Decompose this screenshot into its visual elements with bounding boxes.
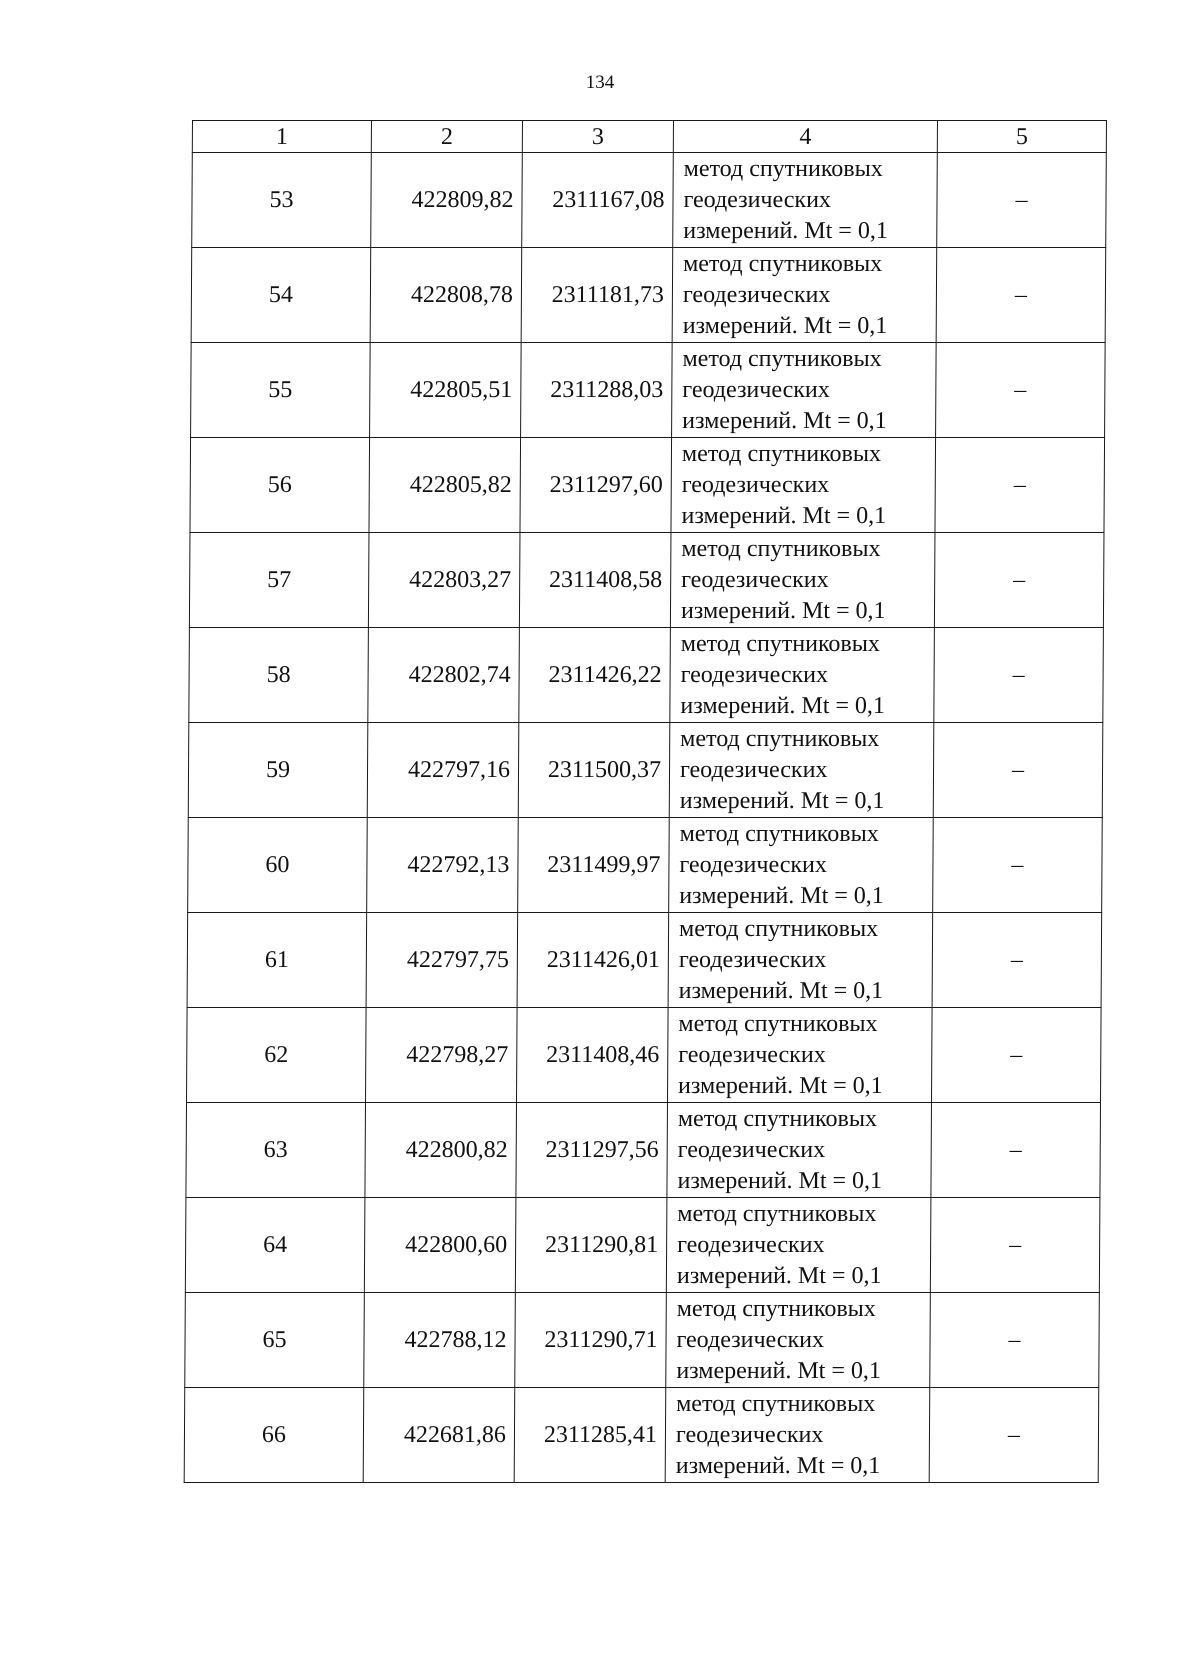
note-cell: – xyxy=(935,438,1105,533)
y-coordinate-cell: 2311167,08 xyxy=(522,153,674,248)
method-line: геодезических xyxy=(678,1041,826,1068)
method-line: измерений. Mt = 0,1 xyxy=(675,1452,881,1479)
method-line: метод спутниковых xyxy=(676,1295,876,1322)
x-coordinate-cell: 422808,78 xyxy=(370,248,522,343)
y-coordinate-cell: 2311290,71 xyxy=(515,1293,667,1388)
y-coordinate-cell: 2311499,97 xyxy=(518,818,670,913)
method-line: метод спутниковых xyxy=(681,440,882,467)
method-line: геодезических xyxy=(680,661,829,688)
note-cell: – xyxy=(931,1008,1101,1103)
y-coordinate-cell: 2311426,01 xyxy=(517,913,669,1008)
method-line: геодезических xyxy=(678,946,827,973)
column-header-5: 5 xyxy=(937,121,1106,153)
point-number-cell: 63 xyxy=(186,1103,366,1198)
x-coordinate-cell: 422800,60 xyxy=(364,1198,516,1293)
y-coordinate-cell: 2311290,81 xyxy=(515,1198,667,1293)
table-row xyxy=(188,723,1103,818)
x-coordinate-cell: 422805,51 xyxy=(370,343,522,438)
note-cell: – xyxy=(933,723,1103,818)
table-body xyxy=(184,153,1106,1483)
column-header-2: 2 xyxy=(371,121,522,153)
method-line: метод спутниковых xyxy=(681,535,881,562)
method-line: измерений. Mt = 0,1 xyxy=(677,1167,883,1194)
method-line: измерений. Mt = 0,1 xyxy=(678,1072,883,1099)
y-coordinate-cell: 2311408,46 xyxy=(516,1008,668,1103)
method-line: метод спутниковых xyxy=(683,250,883,277)
method-line: геодезических xyxy=(681,471,830,498)
x-coordinate-cell: 422792,13 xyxy=(367,818,519,913)
method-cell xyxy=(669,818,934,913)
header-row xyxy=(192,121,1106,153)
method-line: метод спутниковых xyxy=(682,345,882,372)
table-row xyxy=(192,153,1107,248)
method-line: геодезических xyxy=(683,186,832,213)
table-row xyxy=(186,1008,1101,1103)
method-line: метод спутниковых xyxy=(680,725,880,752)
table-row xyxy=(190,438,1105,533)
table-row xyxy=(191,343,1106,438)
method-cell xyxy=(667,1008,932,1103)
point-number-cell: 56 xyxy=(190,438,370,533)
point-number-cell: 64 xyxy=(185,1198,365,1293)
method-line: метод спутниковых xyxy=(680,630,880,657)
method-line: геодезических xyxy=(681,566,829,593)
method-line: метод спутниковых xyxy=(683,155,883,182)
y-coordinate-cell: 2311181,73 xyxy=(521,248,673,343)
x-coordinate-cell: 422802,74 xyxy=(368,628,520,723)
method-cell xyxy=(672,343,937,438)
table-row xyxy=(191,248,1106,343)
y-coordinate-cell: 2311297,60 xyxy=(520,438,672,533)
method-line: измерений. Mt = 0,1 xyxy=(680,692,886,719)
page-number: 134 xyxy=(585,72,615,93)
table-row xyxy=(186,1103,1101,1198)
method-cell xyxy=(673,153,938,248)
point-number-cell: 65 xyxy=(185,1293,365,1388)
method-cell xyxy=(669,723,934,818)
method-line: измерений. Mt = 0,1 xyxy=(681,502,887,529)
x-coordinate-cell: 422788,12 xyxy=(364,1293,516,1388)
method-line: метод спутниковых xyxy=(678,915,879,942)
note-cell: – xyxy=(933,818,1103,913)
method-cell xyxy=(670,533,935,628)
note-cell: – xyxy=(937,153,1107,248)
point-number-cell: 53 xyxy=(192,153,372,248)
point-number-cell: 58 xyxy=(189,628,369,723)
method-cell xyxy=(666,1198,931,1293)
column-header-1: 1 xyxy=(192,121,371,153)
note-cell: – xyxy=(934,628,1104,723)
column-header-4: 4 xyxy=(673,121,937,153)
point-number-cell: 66 xyxy=(184,1388,364,1483)
y-coordinate-cell: 2311288,03 xyxy=(521,343,673,438)
method-line: геодезических xyxy=(677,1231,825,1258)
x-coordinate-cell: 422805,82 xyxy=(369,438,521,533)
note-cell: – xyxy=(932,913,1102,1008)
method-line: измерений. Mt = 0,1 xyxy=(676,1357,882,1384)
x-coordinate-cell: 422797,16 xyxy=(367,723,519,818)
method-line: геодезических xyxy=(679,851,827,878)
method-line: метод спутниковых xyxy=(676,1390,876,1417)
method-cell xyxy=(665,1388,930,1483)
table-row xyxy=(189,533,1104,628)
method-line: измерений. Mt = 0,1 xyxy=(676,1262,882,1289)
note-cell: – xyxy=(930,1293,1100,1388)
method-line: измерений. Mt = 0,1 xyxy=(682,312,888,339)
point-number-cell: 57 xyxy=(189,533,369,628)
point-number-cell: 55 xyxy=(191,343,371,438)
point-number-cell: 62 xyxy=(186,1008,366,1103)
table-row xyxy=(187,913,1102,1008)
method-line: измерений. Mt = 0,1 xyxy=(683,217,888,244)
method-line: геодезических xyxy=(682,376,830,403)
point-number-cell: 60 xyxy=(188,818,368,913)
x-coordinate-cell: 422681,86 xyxy=(363,1388,515,1483)
table-row xyxy=(185,1198,1100,1293)
note-cell: – xyxy=(931,1103,1101,1198)
point-number-cell: 59 xyxy=(188,723,368,818)
method-line: геодезических xyxy=(679,756,828,783)
table-row xyxy=(189,628,1104,723)
note-cell: – xyxy=(930,1198,1100,1293)
y-coordinate-cell: 2311500,37 xyxy=(518,723,670,818)
y-coordinate-cell: 2311426,22 xyxy=(519,628,671,723)
method-line: измерений. Mt = 0,1 xyxy=(679,882,884,909)
method-line: метод спутниковых xyxy=(678,1010,878,1037)
point-number-cell: 61 xyxy=(187,913,367,1008)
method-line: измерений. Mt = 0,1 xyxy=(678,977,884,1004)
table-row xyxy=(188,818,1103,913)
table-header xyxy=(192,121,1106,153)
method-line: метод спутниковых xyxy=(677,1105,878,1132)
x-coordinate-cell: 422803,27 xyxy=(368,533,520,628)
method-cell xyxy=(671,438,936,533)
point-number-cell: 54 xyxy=(191,248,371,343)
note-cell: – xyxy=(936,343,1106,438)
x-coordinate-cell: 422797,75 xyxy=(366,913,518,1008)
x-coordinate-cell: 422798,27 xyxy=(365,1008,517,1103)
method-line: геодезических xyxy=(676,1326,825,1353)
method-cell xyxy=(672,248,937,343)
x-coordinate-cell: 422809,82 xyxy=(371,153,523,248)
method-line: метод спутниковых xyxy=(679,820,879,847)
y-coordinate-cell: 2311285,41 xyxy=(514,1388,666,1483)
y-coordinate-cell: 2311297,56 xyxy=(516,1103,668,1198)
y-coordinate-cell: 2311408,58 xyxy=(519,533,671,628)
method-line: геодезических xyxy=(677,1136,826,1163)
method-line: измерений. Mt = 0,1 xyxy=(680,597,886,624)
method-line: геодезических xyxy=(675,1421,824,1448)
method-cell xyxy=(666,1293,931,1388)
method-cell xyxy=(668,913,933,1008)
method-cell xyxy=(667,1103,932,1198)
note-cell: – xyxy=(934,533,1104,628)
method-line: измерений. Mt = 0,1 xyxy=(679,787,885,814)
table-row xyxy=(184,1388,1099,1483)
method-line: измерений. Mt = 0,1 xyxy=(682,407,887,434)
method-line: геодезических xyxy=(682,281,831,308)
x-coordinate-cell: 422800,82 xyxy=(365,1103,517,1198)
method-cell xyxy=(670,628,935,723)
table-row xyxy=(185,1293,1100,1388)
note-cell: – xyxy=(936,248,1106,343)
method-line: метод спутниковых xyxy=(677,1200,877,1227)
note-cell: – xyxy=(929,1388,1099,1483)
column-header-3: 3 xyxy=(522,121,673,153)
coordinates-table xyxy=(184,120,1107,1483)
